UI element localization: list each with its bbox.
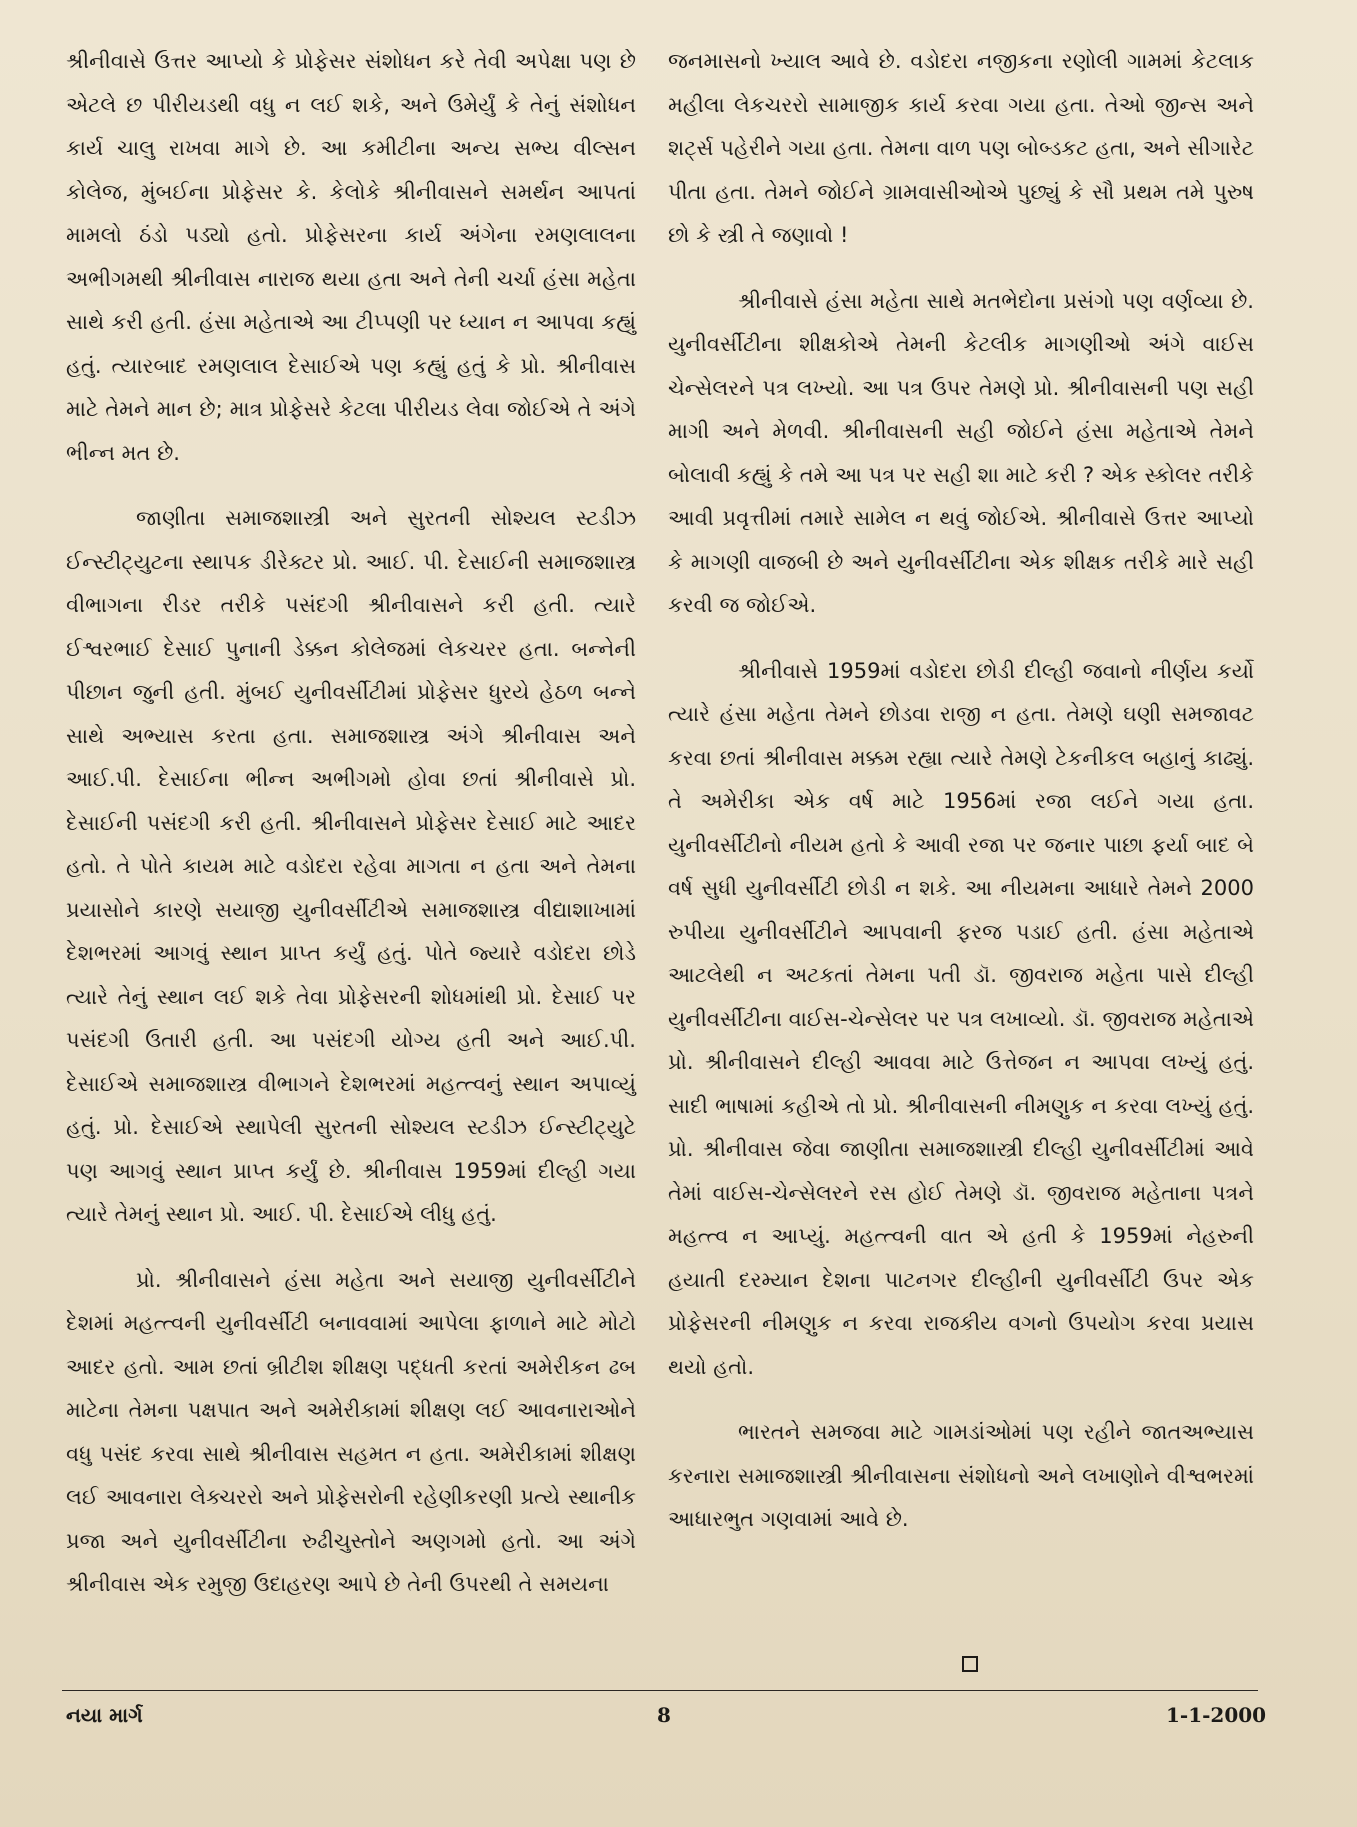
paragraph: શ્રીનીવાસે 1959માં વડોદરા છોડી દીલ્હી જવાનો નીર્ણય કર્યો ત્યારે હંસા મહેતા તેમને છોડવા રાજી ન હતા. તેમણે ઘણી સમજાવટ કરવા છતાં શ્રીનીવાસ મક્કમ રહ્યા ત્યારે તેમણે ટેકનીકલ બહાનું કાઢ્યું. તે અમેરીકા એક વર્ષ માટે 1956માં રજા લઈને ગયા હતા. યુનીવર્સીટીનો નીયમ હતો કે આવી રજા પર જનાર પાછા ફર્યા બાદ બે વર્ષ સુધી યુનીવર્સીટી છોડી ન શકે. આ નીયમના આધારે તેમને 2000 રુપીયા યુનીવર્સીટીને આપવાની ફરજ પડાઈ હતી. હંસા મહેતાએ આટલેથી ન અટકતાં તેમના પતી ડૉ. જીવરાજ મહેતા પાસે દીલ્હી યુનીવર્સીટીના વાઈસ-ચેન્સેલર પર પત્ર લખાવ્યો. ડૉ. જીવરાજ મહેતાએ પ્રો. શ્રીનીવાસને દીલ્હી આવવા માટે ઉત્તેજન ન આપવા લખ્યું હતું. સાદી ભાષામાં કહીએ તો પ્રો. શ્રીનીવાસની નીમણુક ન કરવા લખ્યું હતું. પ્રો. શ્રીનીવાસ જેવા જાણીતા સમાજશાસ્ત્રી દીલ્હી યુનીવર્સીટીમાં આવે તેમાં વાઈસ-ચેન્સેલરને રસ હોઈ તેમણે ડૉ. જીવરાજ મહેતાના પત્રને મહત્ત્વ ન આપ્યું. મહત્ત્વની વાત એ હતી કે 1959માં નેહરુની હયાતી દરમ્યાન દેશના પાટનગર દીલ્હીની યુનીવર્સીટી ઉપર એક પ્રોફેસરની નીમણુક ન કરવા રાજકીય વગનો ઉપયોગ કરવા પ્રયાસ થયો હતો.: [668, 658, 1254, 1379]
paragraph: જાણીતા સમાજશાસ્ત્રી અને સુરતની સોશ્યલ સ્ટડીઝ ઈન્સ્ટીટ્યુટના સ્થાપક ડીરેક્ટર પ્રો. આઈ. પી. દેસાઈની સમાજશાસ્ત્ર વીભાગના રીડર તરીકે પસંદગી શ્રીનીવાસને કરી હતી. ત્યારે ઈશ્વરભાઈ દેસાઈ પુનાની ડેક્કન કોલેજમાં લેકચરર હતા. બન્નેની પીછાન જુની હતી. મુંબઈ યુનીવર્સીટીમાં પ્રોફેસર ધુરયે હેઠળ બન્ને સાથે અભ્યાસ કરતા હતા. સમાજશાસ્ત્ર અંગે શ્રીનીવાસ અને આઈ.પી. દેસાઈના ભીન્ન અભીગમો હોવા છતાં શ્રીનીવાસે પ્રો. દેસાઈની પસંદગી કરી હતી. શ્રીનીવાસને પ્રોફેસર દેસાઈ માટે આદર હતો. તે પોતે કાયમ માટે વડોદરા રહેવા માગતા ન હતા અને તેમના પ્રયાસોને કારણે સયાજી યુનીવર્સીટીએ સમાજશાસ્ત્ર વીદ્યાશાખામાં દેશભરમાં આગવું સ્થાન પ્રાપ્ત કર્યું હતું. પોતે જ્યારે વડોદરા છોડે ત્યારે તેનું સ્થાન લઈ શકે તેવા પ્રોફેસરની શોધમાંથી પ્રો. દેસાઈ પર પસંદગી ઉતારી હતી. આ પસંદગી યોગ્ય હતી અને આઈ.પી. દેસાઈએ સમાજશાસ્ત્ર વીભાગને દેશભરમાં મહત્ત્વનું સ્થાન અપાવ્યું હતું. પ્રો. દેસાઈએ સ્થાપેલી સુરતની સોશ્યલ સ્ટડીઝ ઈન્સ્ટીટ્યુટે પણ આગવું સ્થાન પ્રાપ્ત કર્યું છે. શ્રીનીવાસ 1959માં દીલ્હી ગયા ત્યારે તેમનું સ્થાન પ્રો. આઈ. પી. દેસાઈએ લીધુ હતું.: [66, 506, 636, 1226]
paragraph: શ્રીનીવાસે ઉત્તર આપ્યો કે પ્રોફેસર સંશોધન કરે તેવી અપેક્ષા પણ છે એટલે છ પીરીયડથી વધુ ન લઈ શકે, અને ઉમેર્યું કે તેનું સંશોધન કાર્ય ચાલુ રાખવા માગે છે. આ કમીટીના અન્ય સભ્ય વીલ્સન કોલેજ, મુંબઈના પ્રોફેસર કે. કેલોકે શ્રીનીવાસને સમર્થન આપતાં મામલો ઠંડો પડ્યો હતો. પ્રોફેસરના કાર્ય અંગેના રમણલાલના અભીગમથી શ્રીનીવાસ નારાજ થયા હતા અને તેની ચર્ચા હંસા મહેતા સાથે કરી હતી. હંસા મહેતાએ આ ટીપ્પણી પર ધ્યાન ન આપવા કહ્યું હતું. ત્યારબાદ રમણલાલ દેસાઈએ પણ કહ્યું હતું કે પ્રો. શ્રીનીવાસ માટે તેમને માન છે; માત્ર પ્રોફેસરે કેટલા પીરીયડ લેવા જોઈએ તે અંગે ભીન્ન મત છે.: [66, 49, 636, 465]
issue-date: 1-1-2000: [1166, 1703, 1267, 1727]
end-of-article-square-icon: [962, 1656, 978, 1672]
right-column: [668, 40, 1254, 1564]
paragraph: ભારતને સમજવા માટે ગામડાંઓમાં પણ રહીને જાતઅભ્યાસ કરનારા સમાજશાસ્ત્રી શ્રીનીવાસના સંશોધનો અને લખાણોને વીશ્વભરમાં આધારભુત ગણવામાં આવે છે.: [668, 1420, 1254, 1531]
page-number: 8: [657, 1703, 671, 1727]
footer-divider: [62, 1690, 1258, 1691]
paragraph: શ્રીનીવાસે હંસા મહેતા સાથે મતભેદોના પ્રસંગો પણ વર્ણવ્યા છે. યુનીવર્સીટીના શીક્ષકોએ તેમની કેટલીક માગણીઓ અંગે વાઈસ ચેન્સેલરને પત્ર લખ્યો. આ પત્ર ઉપર તેમણે પ્રો. શ્રીનીવાસની પણ સહી માગી અને મેળવી. શ્રીનીવાસની સહી જોઈને હંસા મહેતાએ તેમને બોલાવી કહ્યું કે તમે આ પત્ર પર સહી શા માટે કરી ? એક સ્કોલર તરીકે આવી પ્રવૃત્તીમાં તમારે સામેલ ન થવું જોઈએ. શ્રીનીવાસે ઉત્તર આપ્યો કે માગણી વાજબી છે અને યુનીવર્સીટીના એક શીક્ષક તરીકે મારે સહી કરવી જ જોઈએ.: [668, 288, 1254, 617]
paragraph: જનમાસનો ખ્યાલ આવે છે. વડોદરા નજીકના રણોલી ગામમાં કેટલાક મહીલા લેકચરરો સામાજીક કાર્ય કરવા ગયા હતા. તેઓ જીન્સ અને શર્ટ્સ પહેરીને ગયા હતા. તેમના વાળ પણ બોબ્ડકટ હતા, અને સીગારેટ પીતા હતા. તેમને જોઈને ગ્રામવાસીઓએ પુછ્યું કે સૌ પ્રથમ તમે પુરુષ છો કે સ્ત્રી તે જણાવો !: [668, 49, 1254, 247]
publication-name: નયા માર્ગ: [66, 1703, 143, 1727]
paragraph: પ્રો. શ્રીનીવાસને હંસા મહેતા અને સયાજી યુનીવર્સીટીને દેશમાં મહત્ત્વની યુનીવર્સીટી બનાવવામાં આપેલા ફાળાને માટે મોટો આદર હતો. આમ છતાં બ્રીટીશ શીક્ષણ પદ્ધતી કરતાં અમેરીકન ઢબ માટેના તેમના પક્ષપાત અને અમેરીકામાં શીક્ષણ લઈ આવનારાઓને વધુ પસંદ કરવા સાથે શ્રીનીવાસ સહમત ન હતા. અમેરીકામાં શીક્ષણ લઈ આવનારા લેક્ચરરો અને પ્રોફેસરોની રહેણીકરણી પ્રત્યે સ્થાનીક પ્રજા અને યુનીવર્સીટીના રુઢીચુસ્તોને અણગમો હતો. આ અંગે શ્રીનીવાસ એક રમુજી ઉદાહરણ આપે છે તેની ઉપરથી તે સમયના: [66, 1267, 636, 1596]
left-column: [66, 40, 636, 1629]
